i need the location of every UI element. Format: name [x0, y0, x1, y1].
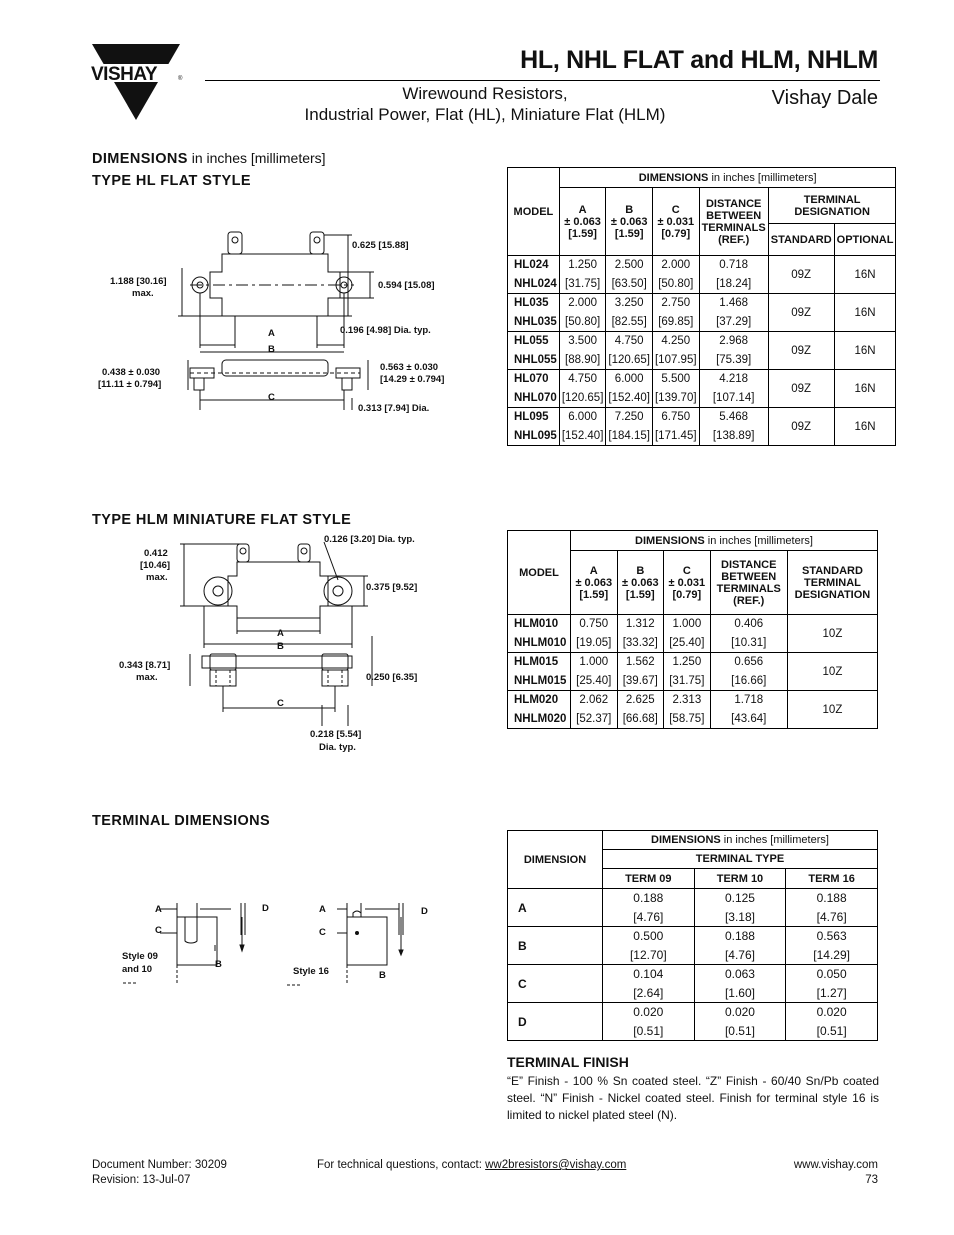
term-cell-t09a: 0.188 [603, 889, 695, 908]
hlm-table-row [508, 653, 878, 672]
svg-text:VISHAY: VISHAY [91, 64, 157, 85]
hl-table-row [508, 370, 896, 389]
terminal-heading: TERMINAL DIMENSIONS [92, 813, 271, 829]
hl-cell-a1: 1.250 [559, 256, 606, 275]
hl-dim-1188-max: max. [132, 288, 154, 299]
term-cell-t10a: 0.020 [694, 1003, 786, 1022]
term-caption-bold: DIMENSIONS [651, 834, 721, 846]
hl-cell-b2: [120.65] [606, 351, 653, 370]
hlm-th-dist-4: (REF.) [733, 594, 765, 607]
term09-style-b: and 10 [122, 964, 153, 975]
hl-th-a-3: [1.59] [568, 227, 597, 240]
hlm-model: HLM020 [508, 691, 571, 710]
hl-table-row [508, 256, 896, 275]
hlm-cell-b1: 2.625 [617, 691, 664, 710]
hlm-cell-b1: 1.312 [617, 615, 664, 634]
hlm-cell-a1: 0.750 [571, 615, 618, 634]
hl-dimensions-table [507, 167, 896, 446]
term-cell-t16a: 0.188 [786, 889, 878, 908]
term16-label-c: C [319, 927, 326, 938]
hl-cell-d2: [75.39] [699, 351, 768, 370]
hl-th-dist-3: TERMINALS [701, 221, 766, 234]
hlm-std: 10Z [787, 691, 877, 729]
hlm-cell-d2: [10.31] [710, 634, 787, 653]
hlm-dim-0343: 0.343 [8.71] [119, 660, 171, 671]
hlm-cell-a2: [19.05] [571, 634, 618, 653]
hlm-th-std-2: TERMINAL [804, 576, 861, 589]
vishay-logo [90, 44, 190, 120]
hl-opt: 16N [834, 408, 896, 446]
term-table-row [508, 1003, 878, 1022]
term-cell-t16b: [0.51] [786, 1022, 878, 1041]
terminal-dimensions-table [507, 830, 878, 1041]
hl-th-b-2: ± 0.063 [610, 215, 648, 228]
hlm-th-std-1: STANDARD [802, 564, 863, 577]
hlm-table-row [508, 615, 878, 634]
hl-model: HL035 [508, 294, 560, 313]
hl-model-n: NHL035 [508, 313, 560, 332]
term09-label-a: A [155, 904, 162, 915]
hlm-dim-0375: 0.375 [9.52] [366, 582, 418, 593]
hlm-dim-0218-dia: Dia. typ. [319, 742, 356, 753]
hlm-std: 10Z [787, 653, 877, 691]
hl-model: HL095 [508, 408, 560, 427]
term-dimension: A [508, 889, 603, 927]
hlm-th-c-2: ± 0.031 [668, 576, 706, 589]
hl-table-row [508, 332, 896, 351]
hlm-th-b [617, 551, 664, 615]
hlm-cell-b2: [39.67] [617, 672, 664, 691]
hl-dim-0313: 0.313 [7.94] Dia. [358, 403, 430, 414]
term-cell-t10b: [3.18] [694, 908, 786, 927]
hlm-cell-b2: [66.68] [617, 710, 664, 729]
page-title: HL, NHL FLAT and HLM, NHLM [520, 46, 878, 74]
terminal-drawing [115, 895, 445, 995]
term-th-type: TERMINAL TYPE [603, 850, 878, 869]
hl-label-b: B [268, 344, 275, 355]
hlm-dim-0250: 0.250 [6.35] [366, 672, 418, 683]
hl-cell-a2: [120.65] [559, 389, 606, 408]
term-cell-t10b: [4.76] [694, 946, 786, 965]
hl-th-caption [559, 168, 896, 188]
hlm-model: HLM010 [508, 615, 571, 634]
term-cell-t10a: 0.125 [694, 889, 786, 908]
hl-cell-a1: 4.750 [559, 370, 606, 389]
hlm-th-std-3: DESIGNATION [794, 588, 871, 601]
hl-th-b [606, 188, 653, 256]
hl-std: 09Z [768, 370, 834, 408]
footer-doc [92, 1158, 227, 1188]
term-cell-t10a: 0.063 [694, 965, 786, 984]
hl-std: 09Z [768, 332, 834, 370]
hl-cell-c2: [107.95] [652, 351, 699, 370]
page-number: 73 [865, 1174, 878, 1186]
hl-label-a: A [268, 328, 275, 339]
hlm-cell-b2: [33.32] [617, 634, 664, 653]
hl-flat-drawing [90, 220, 480, 420]
hlm-cell-c1: 1.250 [664, 653, 711, 672]
hl-heading: TYPE HL FLAT STYLE [92, 173, 251, 189]
hl-cell-a1: 2.000 [559, 294, 606, 313]
hl-th-dist-1: DISTANCE [705, 197, 762, 210]
hlm-cell-c2: [31.75] [664, 672, 711, 691]
hl-cell-d1: 2.968 [699, 332, 768, 351]
hl-dim-0438-mm: [11.11 ± 0.794] [98, 379, 162, 390]
hlm-dim-0412: 0.412 [144, 548, 168, 559]
hlm-th-a-2: ± 0.063 [575, 576, 613, 589]
term-cell-t09b: [12.70] [603, 946, 695, 965]
hl-cell-b1: 2.500 [606, 256, 653, 275]
term-cell-t16b: [14.29] [786, 946, 878, 965]
hl-cell-c2: [69.85] [652, 313, 699, 332]
hl-cell-b1: 6.000 [606, 370, 653, 389]
term-th-dimension: DIMENSION [508, 831, 603, 889]
hlm-cell-d2: [16.66] [710, 672, 787, 691]
hlm-dim-0343-max: max. [136, 672, 158, 683]
revision: Revision: 13-Jul-07 [92, 1174, 191, 1186]
hl-std: 09Z [768, 408, 834, 446]
svg-text:®: ® [178, 76, 183, 82]
hl-dim-0196: 0.196 [4.98] Dia. typ. [340, 325, 431, 336]
hlm-cell-c2: [58.75] [664, 710, 711, 729]
term09-label-b: B [215, 959, 222, 970]
hlm-cell-d1: 1.718 [710, 691, 787, 710]
term-cell-t16a: 0.563 [786, 927, 878, 946]
term-caption-units: in inches [millimeters] [720, 834, 829, 846]
hl-cell-d2: [138.89] [699, 427, 768, 446]
hlm-dim-0218: 0.218 [5.54] [310, 729, 362, 740]
hl-model: HL024 [508, 256, 560, 275]
hl-cell-d2: [37.29] [699, 313, 768, 332]
term-cell-t16b: [4.76] [786, 908, 878, 927]
hl-th-term-2: DESIGNATION [794, 205, 870, 218]
hl-model-n: NHL055 [508, 351, 560, 370]
hlm-cell-d2: [43.64] [710, 710, 787, 729]
subtitle-line-1: Wirewound Resistors, [402, 84, 568, 103]
hl-cell-a2: [152.40] [559, 427, 606, 446]
hlm-cell-b1: 1.562 [617, 653, 664, 672]
term09-style: Style 09 [122, 951, 158, 962]
term-cell-t09a: 0.020 [603, 1003, 695, 1022]
term-cell-t10a: 0.188 [694, 927, 786, 946]
hl-th-c-1: C [671, 203, 680, 216]
hlm-th-dist [710, 551, 787, 615]
hl-th-dist-4: (REF.) [718, 233, 750, 246]
hlm-cell-c2: [25.40] [664, 634, 711, 653]
hl-cell-b2: [63.50] [606, 275, 653, 294]
hlm-model-n: NHLM010 [508, 634, 571, 653]
term09-label-c: C [155, 925, 162, 936]
hl-th-b-3: [1.59] [614, 227, 644, 240]
hl-std: 09Z [768, 256, 834, 294]
hlm-dim-0126: 0.126 [3.20] Dia. typ. [324, 534, 415, 545]
hl-cell-b1: 3.250 [606, 294, 653, 313]
hl-th-standard: STANDARD [768, 224, 834, 256]
hlm-cell-c1: 1.000 [664, 615, 711, 634]
hl-model: HL070 [508, 370, 560, 389]
hl-cell-c1: 4.250 [652, 332, 699, 351]
hlm-th-b-2: ± 0.063 [621, 576, 659, 589]
hlm-std: 10Z [787, 615, 877, 653]
hl-cell-b1: 4.750 [606, 332, 653, 351]
hl-model-n: NHL095 [508, 427, 560, 446]
hlm-model-n: NHLM015 [508, 672, 571, 691]
term-cell-t09b: [2.64] [603, 984, 695, 1003]
term16-label-b: B [379, 970, 386, 981]
hlm-flat-drawing [110, 530, 470, 760]
term-th-09: TERM 09 [603, 869, 695, 889]
hl-caption-units: in inches [millimeters] [708, 171, 817, 184]
term-dimension: B [508, 927, 603, 965]
hl-th-term-1: TERMINAL [803, 193, 861, 206]
hlm-cell-d1: 0.656 [710, 653, 787, 672]
hl-cell-b2: [152.40] [606, 389, 653, 408]
hl-cell-a1: 3.500 [559, 332, 606, 351]
term-cell-t16b: [1.27] [786, 984, 878, 1003]
term-dimension: C [508, 965, 603, 1003]
hl-table-row [508, 408, 896, 427]
hl-cell-d2: [107.14] [699, 389, 768, 408]
hlm-th-dist-1: DISTANCE [721, 558, 777, 571]
term09-label-d: D [262, 903, 269, 914]
term-th-caption [603, 831, 878, 850]
website: www.vishay.com [793, 1159, 878, 1171]
hlm-cell-a1: 2.062 [571, 691, 618, 710]
term16-label-a: A [319, 904, 326, 915]
hl-caption-bold: DIMENSIONS [638, 171, 709, 184]
hlm-th-c-3: [0.79] [672, 588, 702, 601]
terminal-finish-text: “E” Finish - 100 % Sn coated steel. “Z” Finish - 60/40 Sn/Pb coated steel. “N” Finish - Nickel coated steel. Finish for terminal style 16 is limited to nickel plated steel (N). [507, 1074, 879, 1122]
dimensions-heading-units: in inches [millimeters] [187, 150, 326, 166]
footer-site [794, 1158, 878, 1188]
hl-th-optional: OPTIONAL [834, 224, 896, 256]
hl-th-term [768, 188, 896, 224]
hl-model: HL055 [508, 332, 560, 351]
hlm-th-b-3: [1.59] [625, 588, 655, 601]
hl-dim-0594: 0.594 [15.08] [378, 280, 435, 291]
hl-cell-c1: 2.750 [652, 294, 699, 313]
hl-cell-c2: [171.45] [652, 427, 699, 446]
term-cell-t16a: 0.020 [786, 1003, 878, 1022]
hl-cell-d1: 5.468 [699, 408, 768, 427]
hl-cell-d1: 0.718 [699, 256, 768, 275]
brand-name: Vishay Dale [771, 87, 878, 109]
hl-cell-b2: [184.15] [606, 427, 653, 446]
hlm-cell-c1: 2.313 [664, 691, 711, 710]
hlm-model: HLM015 [508, 653, 571, 672]
hlm-table-row [508, 691, 878, 710]
hl-dim-0625: 0.625 [15.88] [352, 240, 409, 251]
dimensions-heading-bold: DIMENSIONS [92, 151, 188, 167]
hlm-dim-0412-max: max. [146, 572, 168, 583]
hl-opt: 16N [834, 256, 896, 294]
hl-cell-c1: 2.000 [652, 256, 699, 275]
hl-opt: 16N [834, 370, 896, 408]
terminal-finish-heading: TERMINAL FINISH [507, 1054, 629, 1070]
hl-dim-0563: 0.563 ± 0.030 [380, 362, 439, 373]
hl-dim-0563-mm: [14.29 ± 0.794] [380, 374, 445, 385]
hl-label-c: C [268, 392, 275, 403]
hlm-cell-a1: 1.000 [571, 653, 618, 672]
term-cell-t09a: 0.500 [603, 927, 695, 946]
hlm-label-b: B [277, 641, 284, 652]
hlm-th-b-1: B [636, 564, 645, 577]
hl-cell-c1: 6.750 [652, 408, 699, 427]
hl-th-a [559, 188, 606, 256]
hl-cell-d1: 1.468 [699, 294, 768, 313]
hlm-th-c-1: C [682, 564, 691, 577]
hl-std: 09Z [768, 294, 834, 332]
subtitle-line-2: Industrial Power, Flat (HL), Miniature Flat (HLM) [304, 105, 666, 124]
hl-model-n: NHL070 [508, 389, 560, 408]
hl-table-row [508, 294, 896, 313]
hl-th-a-2: ± 0.063 [564, 215, 601, 228]
hlm-caption-units: in inches [millimeters] [704, 534, 813, 547]
contact-email-link[interactable]: ww2bresistors@vishay.com [485, 1159, 627, 1171]
term-cell-t09b: [0.51] [603, 1022, 695, 1041]
hl-cell-d1: 4.218 [699, 370, 768, 389]
dimensions-heading [92, 150, 326, 167]
term-cell-t10b: [1.60] [694, 984, 786, 1003]
hl-cell-a2: [50.80] [559, 313, 606, 332]
term-table-row [508, 965, 878, 984]
hlm-th-model: MODEL [508, 531, 571, 615]
term16-style: Style 16 [293, 966, 329, 977]
hl-th-model: MODEL [508, 168, 560, 256]
header-rule [205, 80, 880, 81]
hl-th-c [652, 188, 699, 256]
term16-label-d: D [421, 906, 428, 917]
hlm-th-a [571, 551, 618, 615]
hlm-cell-d1: 0.406 [710, 615, 787, 634]
hlm-th-caption [571, 531, 878, 551]
hl-dim-0438: 0.438 ± 0.030 [102, 367, 161, 378]
hl-th-a-1: A [578, 203, 587, 216]
hl-cell-a2: [88.90] [559, 351, 606, 370]
term-th-16: TERM 16 [786, 869, 878, 889]
hl-cell-b1: 7.250 [606, 408, 653, 427]
hl-cell-d2: [18.24] [699, 275, 768, 294]
term-table-row [508, 927, 878, 946]
hl-cell-c2: [139.70] [652, 389, 699, 408]
hl-th-dist-2: BETWEEN [706, 209, 762, 222]
hlm-cell-a2: [52.37] [571, 710, 618, 729]
hlm-th-a-3: [1.59] [579, 588, 609, 601]
hl-cell-a1: 6.000 [559, 408, 606, 427]
hlm-th-dist-3: TERMINALS [716, 582, 781, 595]
hlm-label-a: A [277, 628, 284, 639]
hlm-th-c [664, 551, 711, 615]
hlm-th-a-1: A [589, 564, 598, 577]
hl-cell-b2: [82.55] [606, 313, 653, 332]
hl-dim-1188: 1.188 [30.16] [110, 276, 167, 287]
term-th-10: TERM 10 [694, 869, 786, 889]
footer-contact [317, 1158, 626, 1173]
hl-th-dist [699, 188, 768, 256]
term-cell-t16a: 0.050 [786, 965, 878, 984]
hlm-dim-0412-mm: [10.46] [140, 560, 171, 571]
hlm-caption-bold: DIMENSIONS [635, 534, 705, 547]
hl-cell-c1: 5.500 [652, 370, 699, 389]
term-cell-t10b: [0.51] [694, 1022, 786, 1041]
term-table-row [508, 889, 878, 908]
term-cell-t09a: 0.104 [603, 965, 695, 984]
hl-th-c-3: [0.79] [661, 227, 691, 240]
document-number: Document Number: 30209 [92, 1159, 227, 1171]
hlm-label-c: C [277, 698, 284, 709]
contact-text: For technical questions, contact: [317, 1159, 486, 1171]
subtitle [205, 83, 765, 125]
hlm-model-n: NHLM020 [508, 710, 571, 729]
hl-opt: 16N [834, 294, 896, 332]
hl-cell-c2: [50.80] [652, 275, 699, 294]
term-cell-t09b: [4.76] [603, 908, 695, 927]
hlm-heading: TYPE HLM MINIATURE FLAT STYLE [92, 512, 352, 528]
hlm-th-std [787, 551, 877, 615]
hl-model-n: NHL024 [508, 275, 560, 294]
hlm-dimensions-table [507, 530, 878, 729]
hl-th-b-1: B [625, 203, 634, 216]
hl-opt: 16N [834, 332, 896, 370]
hlm-cell-a2: [25.40] [571, 672, 618, 691]
hl-th-c-2: ± 0.031 [657, 215, 695, 228]
hl-cell-a2: [31.75] [559, 275, 606, 294]
hlm-th-dist-2: BETWEEN [721, 570, 777, 583]
term-dimension: D [508, 1003, 603, 1041]
